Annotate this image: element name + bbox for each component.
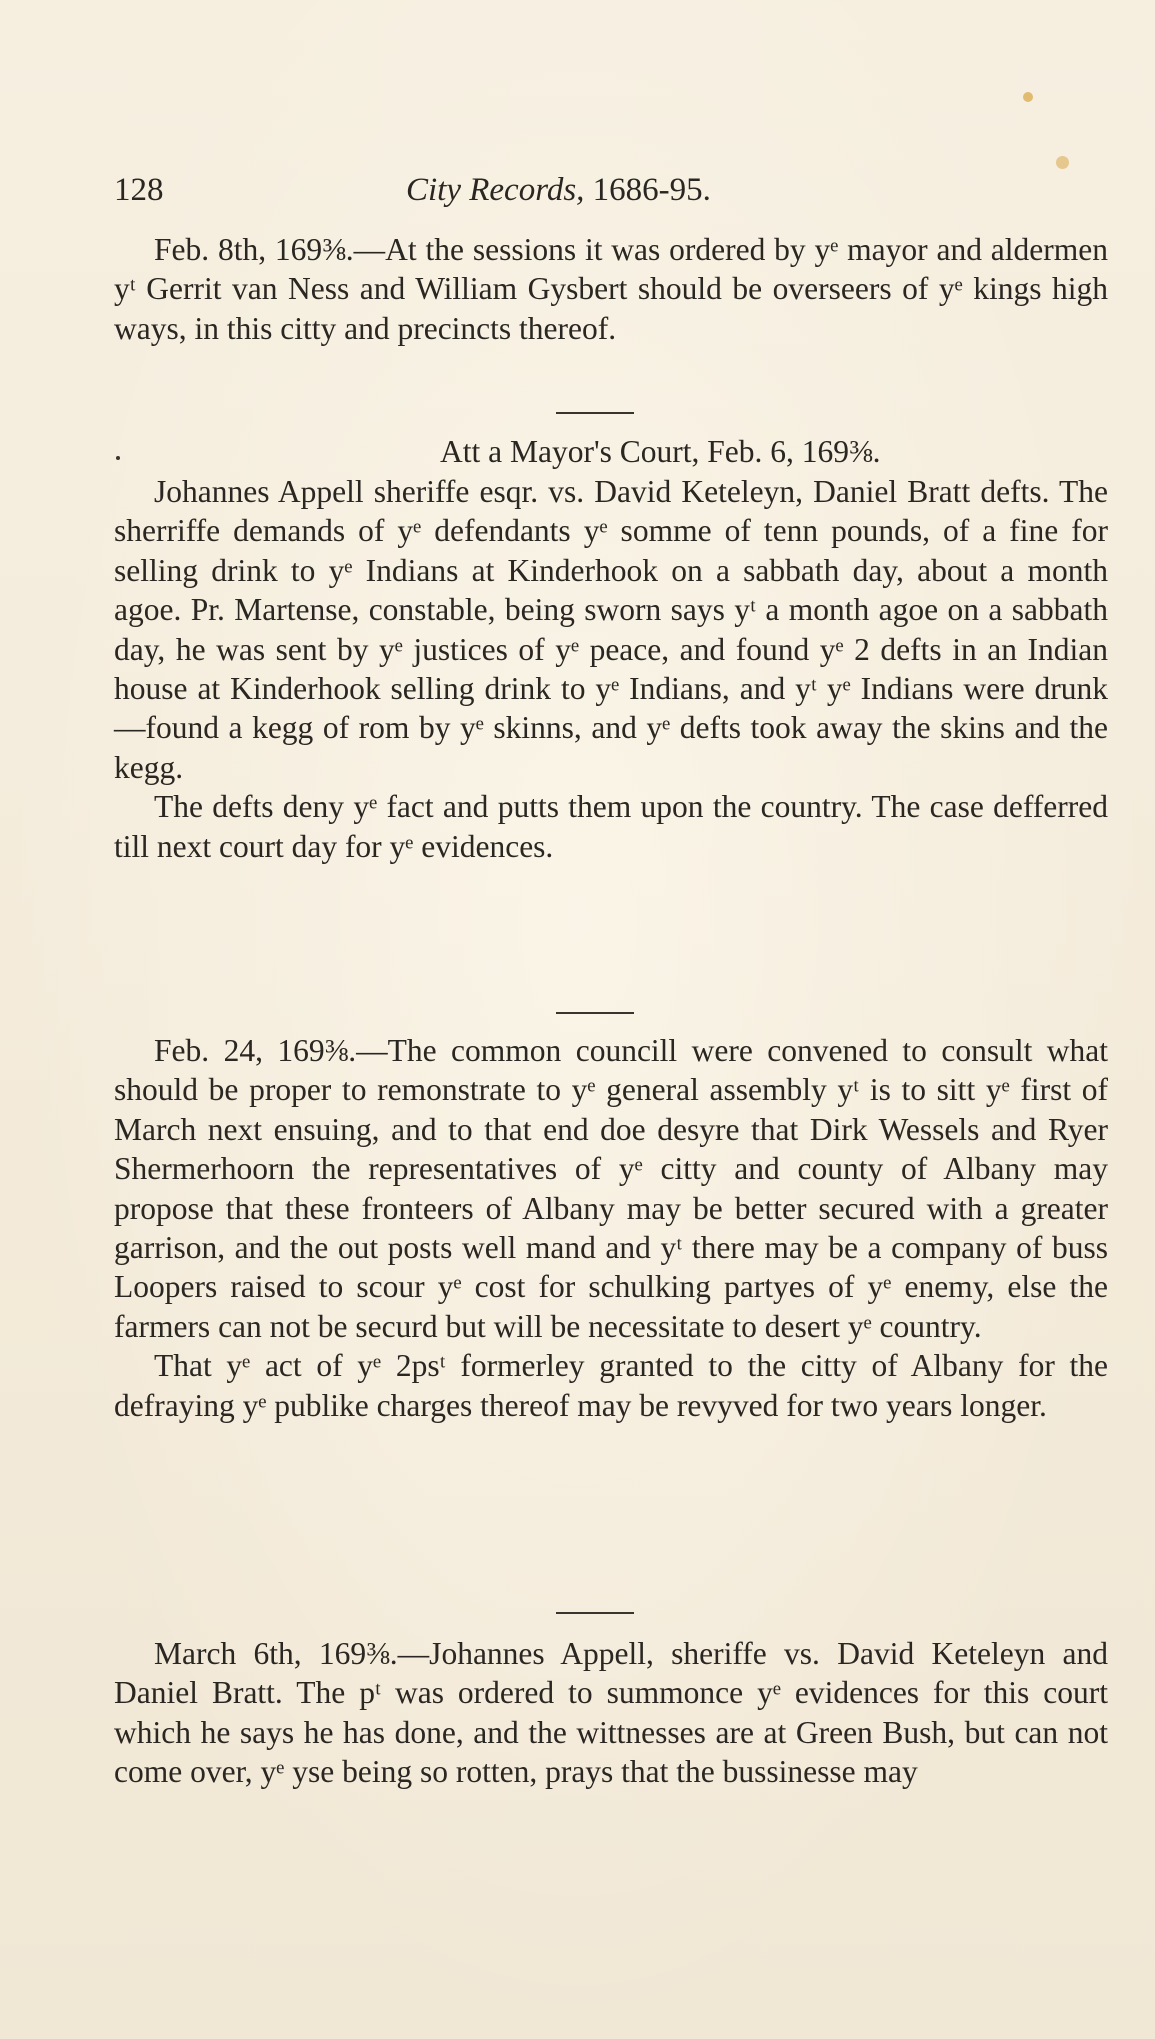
- court-heading: Att a Mayor's Court, Feb. 6, 169⅜.: [440, 434, 881, 469]
- ink-dot: [116, 456, 120, 460]
- paragraph: Johannes Appell sheriffe esqr. vs. David Keteleyn, Daniel Bratt defts. The sherriffe demands of yᵉ defendants yᵉ somme of tenn pounds, of a fine for selling drink to yᵉ Indians at Kinderhook on a sabbath day, about a month agoe. Pr. Martense, constable, being sworn says yᵗ a month agoe on a sabbath day, he was sent by yᵉ justices of yᵉ peace, and found yᵉ 2 defts in an Indian house at Kinderhook selling drink to yᵉ Indians, and yᵗ yᵉ Indians were drunk—found a kegg of rom by yᵉ skinns, and yᵉ defts took away the skins and the kegg.: [114, 474, 1108, 785]
- paragraph: Feb. 8th, 169⅜.—At the sessions it was ordered by yᵉ mayor and aldermen yᵗ Gerrit van Ness and William Gysbert should be overseers of yᵉ kings high ways, in this citty and precincts thereof.: [114, 232, 1108, 346]
- entry-mayors-court: [114, 472, 1108, 866]
- entry-feb-8: [114, 230, 1108, 348]
- section-rule: [556, 1012, 634, 1014]
- running-title-years: 1686-95.: [592, 172, 711, 208]
- section-rule: [556, 1612, 634, 1614]
- ink-speck: [1023, 92, 1033, 102]
- paragraph: The defts deny yᵉ fact and putts them upon the country. The case defferred till next court day for yᵉ evidences.: [114, 789, 1108, 864]
- section-rule: [556, 412, 634, 414]
- paragraph: That yᵉ act of yᵉ 2psᵗ formerley granted to the citty of Albany for the defraying yᵉ publike charges thereof may be revyved for two years longer.: [114, 1348, 1108, 1423]
- entry-feb-24: [114, 1031, 1108, 1425]
- running-title-text: City Records,: [406, 172, 585, 208]
- running-header: [114, 165, 794, 215]
- running-title: [406, 165, 711, 215]
- entry-march-6: [114, 1634, 1108, 1792]
- paragraph: Feb. 24, 169⅜.—The common councill were convened to consult what should be proper to remonstrate to yᵉ general assembly yᵗ is to sitt yᵉ first of March next ensuing, and to that end doe desyre that Dirk Wessels and Ryer Shermerhoorn the representatives of yᵉ citty and county of Albany may propose that these fronteers of Albany may be better secured with a greater garrison, and the out posts well mand and yᵗ there may be a company of buss Loopers raised to scour yᵉ cost for schulking partyes of yᵉ enemy, else the farmers can not be securd but will be necessitate to desert yᵉ country.: [114, 1033, 1108, 1344]
- page-number: 128: [114, 172, 164, 208]
- paragraph: March 6th, 169⅜.—Johannes Appell, sheriffe vs. David Keteleyn and Daniel Bratt. The pᵗ was ordered to summonce yᵉ evidences for this court which he says he has done, and the wittnesses are at Green Bush, but can not come over, yᵉ yse being so rotten, prays that the bussinesse may: [114, 1636, 1108, 1790]
- ink-speck: [1056, 156, 1069, 169]
